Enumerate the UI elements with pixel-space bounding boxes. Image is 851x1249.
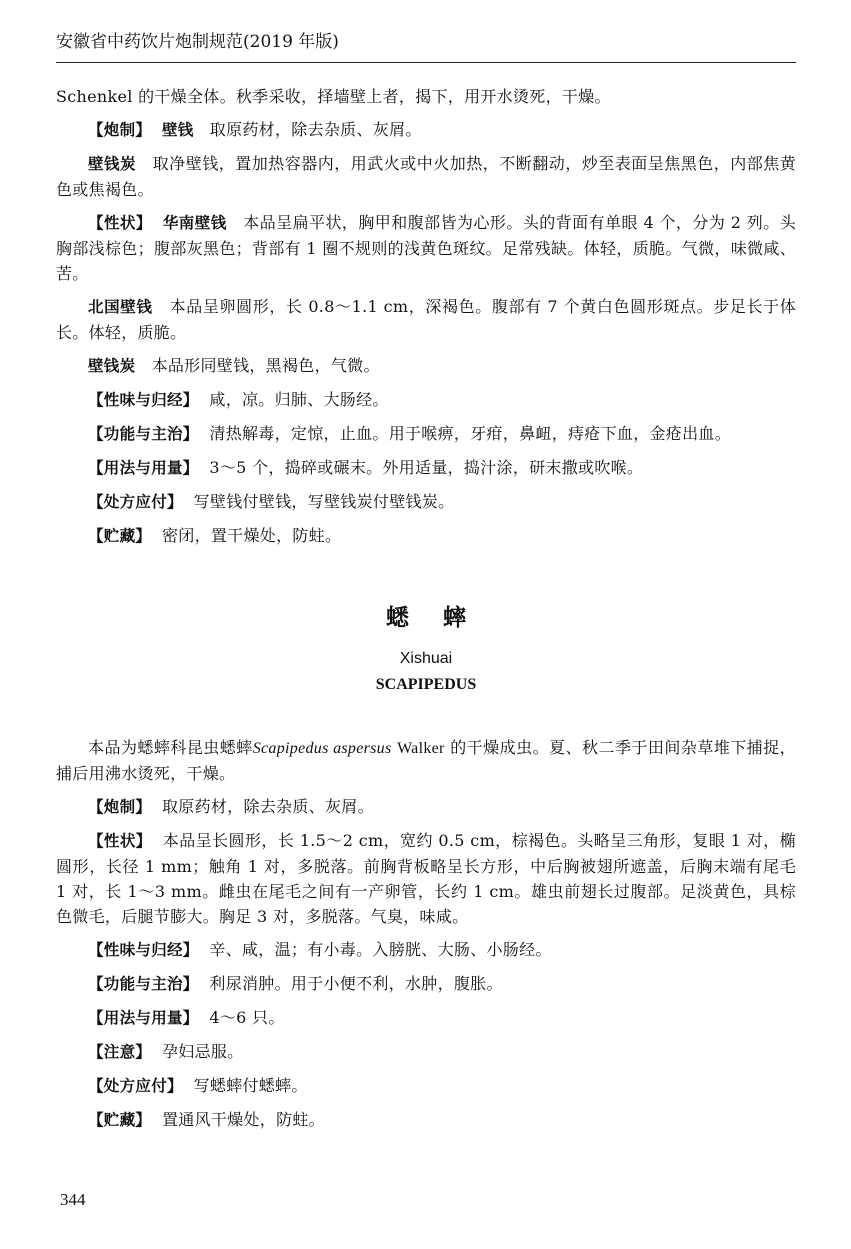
tan-label: 壁钱炭 — [88, 155, 136, 173]
chufang-label: 【处方应付】 — [88, 493, 183, 511]
running-header: 安徽省中药饮片炮制规范(2019 年版) — [56, 32, 339, 52]
entry-zhuyi-paragraph — [56, 1039, 796, 1065]
beiguo-text: 本品呈卵圆形，长 0.8～1.1 cm，深褐色。腹部有 7 个黄白色圆形斑点。步足长于体长。体轻，质脆。 — [56, 297, 797, 342]
entry-zhucang-paragraph — [56, 1107, 796, 1133]
entry-xingwei-paragraph — [56, 937, 796, 963]
entry-yongfa-paragraph — [56, 1005, 796, 1031]
beiguo-paragraph — [56, 294, 796, 345]
yongfa-text: 3～5 个，捣碎或碾末。外用适量，捣汁涂，研末撒或吹喉。 — [209, 458, 644, 477]
continuation-paragraph — [56, 84, 796, 109]
chufang-paragraph — [56, 489, 796, 515]
paozhi-text: 取原药材，除去杂质、灰屑。 — [209, 120, 422, 139]
header-rule — [56, 62, 796, 63]
entry-chufang-paragraph — [56, 1073, 796, 1099]
entry-latin-name: SCAPIPEDUS — [375, 676, 477, 693]
paozhi-sub-label: 壁钱 — [161, 121, 194, 139]
tan-text: 取净壁钱，置加热容器内，用武火或中火加热，不断翻动，炒至表面呈焦黑色，内部焦黄色或焦褐色。 — [56, 154, 796, 199]
continuation-text: Schenkel 的干燥全体。秋季采收，择墙壁上者，揭下，用开水烫死，干燥。 — [56, 87, 611, 106]
zhucang-text: 密闭，置干燥处，防蛀。 — [161, 526, 342, 545]
xingzhuang-sub-label: 华南壁钱 — [162, 214, 227, 232]
entry-gongneng-text: 利尿消肿。用于小便不利，水肿，腹胀。 — [209, 974, 503, 993]
tan2-label: 壁钱炭 — [88, 357, 136, 375]
entry-pinyin: Xishuai — [399, 650, 453, 667]
entry-intro-post: 的干燥成虫。夏、秋二季于田间杂草堆下捕捉，捕后用沸水烫死，干燥。 — [56, 738, 796, 783]
entry-paozhi-paragraph — [56, 794, 796, 820]
xingwei-label: 【性味与归经】 — [88, 391, 199, 409]
entry-xingzhuang-text: 本品呈长圆形，长 1.5～2 cm，宽约 0.5 cm，棕褐色。头略呈三角形，复眼 1 对，椭圆形，长径 1 mm；触角 1 对，多脱落。前胸背板略呈长方形，中后胸被翅所遮盖，后胸末端有尾毛 1 对，长 1～3 mm。雌虫在尾毛之间有一产卵管，长约 1 cm。雄虫前翅长过腹部。足淡黄色，具棕色微毛，后腿节膨大。胸足 3 对，多脱落。气臭，味咸。 — [56, 831, 796, 926]
paozhi-label: 【炮制】 — [88, 121, 152, 139]
xingzhuang-paragraph — [56, 210, 796, 286]
entry-gongneng-paragraph — [56, 971, 796, 997]
page-content — [56, 84, 796, 1141]
gongneng-paragraph — [56, 421, 796, 447]
entry-xingwei-text: 辛、咸，温；有小毒。入膀胱、大肠、小肠经。 — [209, 940, 552, 959]
entry-zhucang-label: 【贮藏】 — [88, 1111, 152, 1129]
entry-xingzhuang-paragraph — [56, 828, 796, 929]
entry-species-name: Scapipedus aspersus — [252, 740, 392, 757]
xingzhuang-text: 本品呈扁平状，胸甲和腹部皆为心形。头的背面有单眼 4 个，分为 2 列。头胸部浅棕色；腹部灰黑色；背部有 1 圈不规则的浅黄色斑纹。足常残缺。体轻，质脆。气微，味微咸、苦。 — [56, 213, 796, 283]
entry-author: Walker — [397, 740, 445, 757]
beiguo-label: 北国壁钱 — [88, 298, 153, 316]
entry-paozhi-text: 取原药材，除去杂质、灰屑。 — [161, 797, 374, 816]
entry-zhuyi-label: 【注意】 — [88, 1043, 152, 1061]
zhucang-paragraph — [56, 523, 796, 549]
xingwei-text: 咸，凉。归肺、大肠经。 — [209, 390, 389, 409]
yongfa-paragraph — [56, 455, 796, 481]
entry-xingwei-label: 【性味与归经】 — [88, 941, 199, 959]
entry-zhuyi-text: 孕妇忌服。 — [161, 1042, 244, 1061]
xingzhuang-label: 【性状】 — [88, 214, 152, 232]
entry-yongfa-text: 4～6 只。 — [209, 1008, 285, 1027]
entry-title-block — [56, 603, 796, 695]
entry-zhucang-text: 置通风干燥处，防蛀。 — [161, 1110, 325, 1129]
entry-paozhi-label: 【炮制】 — [88, 798, 152, 816]
tan2-text: 本品形同壁钱，黑褐色，气微。 — [151, 356, 380, 375]
gongneng-label: 【功能与主治】 — [88, 425, 199, 443]
entry-xingzhuang-label: 【性状】 — [88, 832, 152, 850]
entry-chufang-text: 写蟋蟀付蟋蟀。 — [193, 1076, 308, 1095]
zhucang-label: 【贮藏】 — [88, 527, 152, 545]
entry-yongfa-label: 【用法与用量】 — [88, 1009, 199, 1027]
entry-intro-pre: 本品为蟋蟀科昆虫蟋蟀 — [88, 738, 253, 757]
entry-intro-paragraph — [56, 735, 796, 786]
paozhi-paragraph — [56, 117, 796, 143]
entry-title: 蟋蟀 — [386, 605, 500, 631]
xingwei-paragraph — [56, 387, 796, 413]
yongfa-label: 【用法与用量】 — [88, 459, 199, 477]
entry-chufang-label: 【处方应付】 — [88, 1077, 183, 1095]
tan-paragraph — [56, 151, 796, 202]
gongneng-text: 清热解毒，定惊，止血。用于喉痹，牙疳，鼻衄，痔疮下血，金疮出血。 — [209, 424, 731, 443]
entry-gongneng-label: 【功能与主治】 — [88, 975, 199, 993]
chufang-text: 写壁钱付壁钱，写壁钱炭付壁钱炭。 — [193, 492, 455, 511]
tan2-paragraph — [56, 353, 796, 379]
page-number: 344 — [60, 1190, 86, 1209]
